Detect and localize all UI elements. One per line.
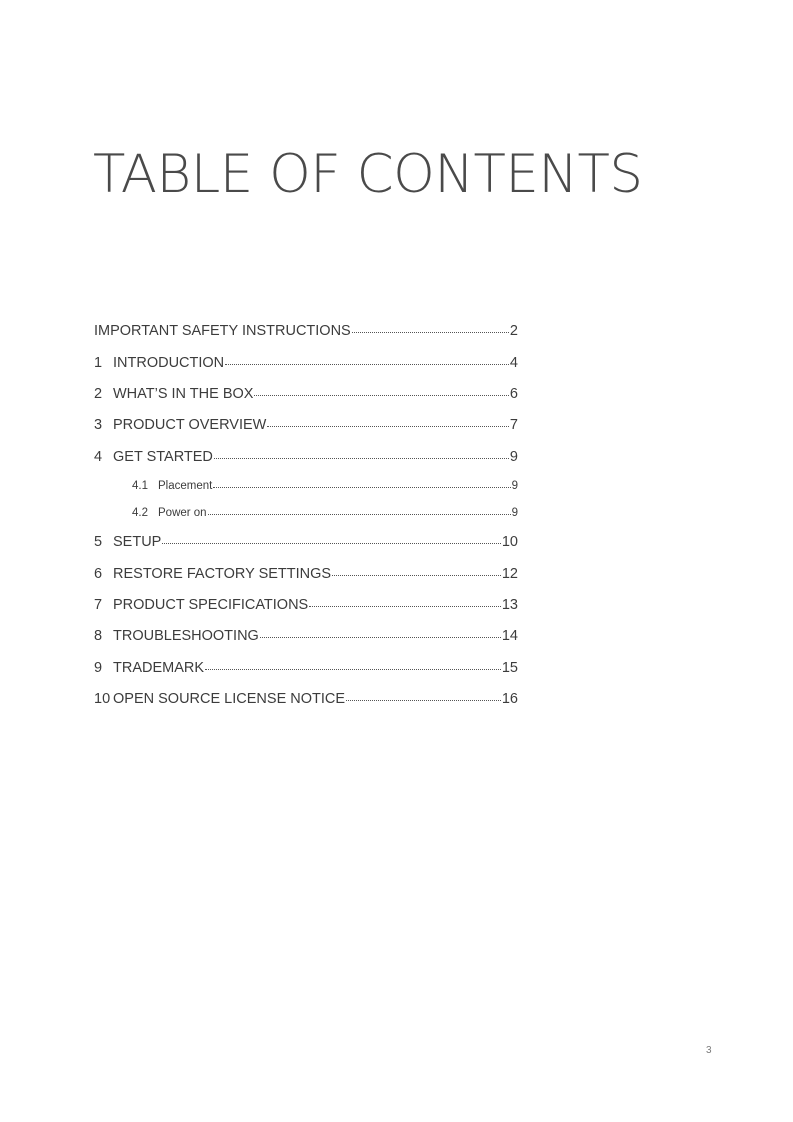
toc-entry-number: 1 <box>94 354 103 371</box>
toc-entry-title: SETUP <box>113 533 162 550</box>
toc-subentry[interactable] <box>94 504 518 520</box>
toc-entry-title: INTRODUCTION <box>113 354 225 371</box>
toc-entry-title: PRODUCT SPECIFICATIONS <box>113 596 309 613</box>
toc-entry[interactable] <box>94 688 518 708</box>
toc-leader-dots <box>208 504 511 516</box>
toc-entry-title: GET STARTED <box>113 448 213 465</box>
toc-leader-dots <box>260 625 501 640</box>
page-number: 3 <box>706 1045 712 1056</box>
toc-entry-number: 5 <box>94 533 103 550</box>
toc-entry-page: 2 <box>509 322 518 339</box>
toc-subentry[interactable] <box>94 477 518 493</box>
toc-entry-number: 7 <box>94 596 103 613</box>
toc-leader-dots <box>352 320 509 335</box>
toc-entry-page: 4 <box>509 354 518 371</box>
toc-subentry-title: Power on <box>158 506 207 519</box>
toc-entry-page: 10 <box>501 533 518 550</box>
toc-leader-dots <box>346 688 501 703</box>
toc-leader-dots <box>332 563 501 578</box>
toc-entry-title: TROUBLESHOOTING <box>113 627 259 644</box>
toc-entry-number: 3 <box>94 416 103 433</box>
toc-subentry-number: 4.1 <box>132 479 148 492</box>
toc-entry-title: WHAT’S IN THE BOX <box>113 385 254 402</box>
toc-entry-page: 16 <box>501 690 518 707</box>
toc-entry-page: 9 <box>509 448 518 465</box>
toc-entry[interactable] <box>94 383 518 403</box>
toc-entry[interactable] <box>94 352 518 372</box>
toc-entry-title: PRODUCT OVERVIEW <box>113 416 267 433</box>
toc-entry-title: RESTORE FACTORY SETTINGS <box>113 565 332 582</box>
toc-entry-number: 6 <box>94 565 103 582</box>
toc-subentry-title: Placement <box>158 479 213 492</box>
toc-entry-page: 13 <box>501 596 518 613</box>
toc-entry-title: TRADEMARK <box>113 659 205 676</box>
toc-leader-dots <box>225 352 509 367</box>
toc-entry[interactable] <box>94 414 518 434</box>
toc-entry[interactable] <box>94 531 518 551</box>
toc-leader-dots <box>205 657 501 672</box>
toc-entry-number: 4 <box>94 448 103 465</box>
toc-entry[interactable] <box>94 563 518 583</box>
toc-entry-number: 9 <box>94 659 103 676</box>
toc-entry[interactable] <box>94 320 518 340</box>
toc-entry-title: IMPORTANT SAFETY INSTRUCTIONS <box>94 322 351 339</box>
toc-entry-number: 8 <box>94 627 103 644</box>
toc-leader-dots <box>254 383 508 398</box>
toc-leader-dots <box>213 477 510 489</box>
toc-entry-page: 6 <box>509 385 518 402</box>
toc-entry-title: OPEN SOURCE LICENSE NOTICE <box>113 690 346 707</box>
page-title: TABLE OF CONTENTS <box>93 144 643 205</box>
toc-entry[interactable] <box>94 657 518 677</box>
toc-leader-dots <box>309 594 501 609</box>
toc-entry[interactable] <box>94 625 518 645</box>
toc-subentry-page: 9 <box>511 506 518 519</box>
toc-subentry-page: 9 <box>511 479 518 492</box>
toc-leader-dots <box>162 531 501 546</box>
toc-entry-page: 7 <box>509 416 518 433</box>
toc-entry-page: 15 <box>501 659 518 676</box>
toc-entry[interactable] <box>94 594 518 614</box>
toc-entry-number: 2 <box>94 385 103 402</box>
toc-entry-page: 14 <box>501 627 518 644</box>
toc-subentry-number: 4.2 <box>132 506 148 519</box>
toc-entry[interactable] <box>94 446 518 466</box>
toc-entry-page: 12 <box>501 565 518 582</box>
toc-entry-number: 10 <box>94 690 111 707</box>
toc-leader-dots <box>214 446 509 461</box>
toc-leader-dots <box>267 414 509 429</box>
